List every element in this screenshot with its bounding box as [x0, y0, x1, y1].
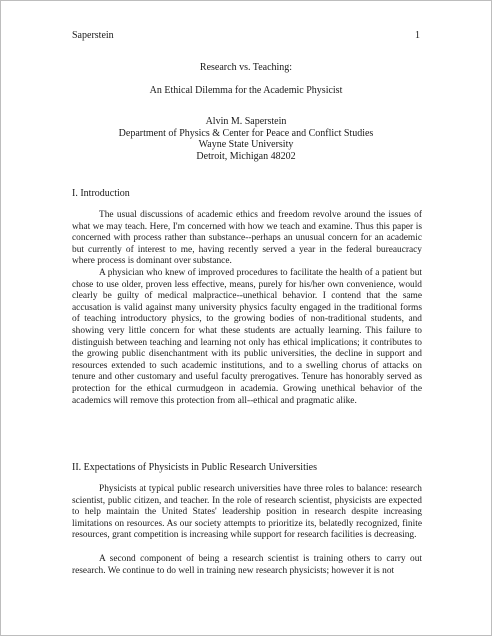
author-city: Detroit, Michigan 48202 [196, 150, 296, 162]
header-author: Saperstein [72, 30, 114, 41]
section-heading-expectations: II. Expectations of Physicists in Public Research Universities [72, 462, 317, 473]
expectations-paragraph-1: Physicists at typical public research universities have three roles to balance: research scientist, public citizen, and teacher. In the role of research scientist, physicists are expected to help maintain the United States' leadership position in research despite increasing limitations on resources. As our society attempts to prioritize its, belatedly recognized, finite resources, grant competition is increasing while support for research facilities is decreasing. [72, 484, 422, 541]
author-block [60, 116, 432, 162]
intro-paragraph-2: A physician who knew of improved procedures to facilitate the health of a patient but chose to use older, proven less effective, means, purely for his/her own convenience, would clearly be guilty of medical malpractice--unethical behavior. I contend that the same accusation is valid against many university physics faculty engaged in the traditional forms of teaching introductory physics, to the growing bodies of non-traditional students, and showing very little concern for what these students are actually learning. This failure to distinguish between teaching and learning not only has ethical implications; it contributes to the growing public disenchantment with its public universities, the decline in support and resources extended to such academic institutions, and to a swelling chorus of attacks on tenure and other customary and useful faculty prerogatives. Tenure has honorably served as protection for the ethical curmudgeon in academia. Growing unethical behavior of the academics will remove this protection from all--ethical and pragmatic alike. [72, 268, 422, 406]
author-university: Wayne State University [198, 139, 294, 150]
section-heading-introduction: I. Introduction [72, 188, 130, 199]
author-name: Alvin M. Saperstein [205, 116, 287, 127]
page-number: 1 [415, 30, 420, 41]
title-block [60, 62, 432, 97]
paper-subtitle: An Ethical Dilemma for the Academic Physicist [149, 85, 343, 96]
intro-paragraph-1: The usual discussions of academic ethics and freedom revolve around the issues of what we may teach. Here, I'm concerned with how we teach and examine. Thus this paper is concerned with process rather than substance--perhaps an unusual concern for an academic but currently of interest to me, having recently served a year in the federal bureaucracy where process is dominant over substance. [72, 210, 422, 267]
paper-title: Research vs. Teaching: [199, 62, 293, 73]
author-department: Department of Physics & Center for Peace and Conflict Studies [118, 127, 374, 139]
expectations-paragraph-2: A second component of being a research scientist is training others to carry out research. We continue to do well in training new research physicists; however it is not [72, 554, 422, 576]
